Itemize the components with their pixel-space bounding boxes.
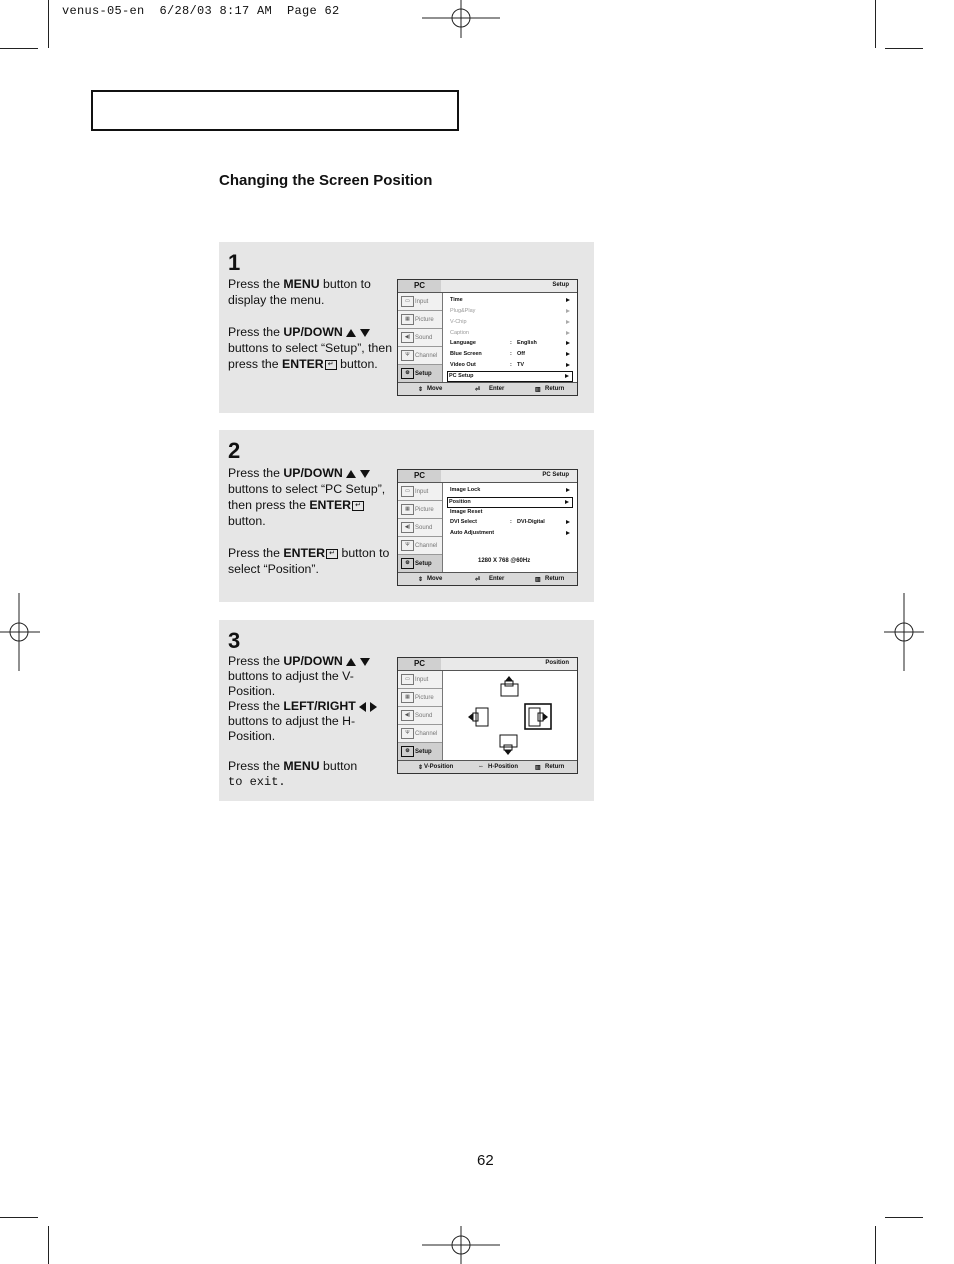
step-1-panel — [219, 242, 594, 413]
osd-side-sound: ◀) Sound — [398, 329, 442, 347]
menu-icon: ▥ — [535, 765, 541, 771]
osd-row-selected: PC Setup — [447, 371, 573, 382]
osd-sidebar — [398, 671, 443, 760]
osd-side-picture: ▦ Picture — [398, 689, 442, 707]
osd-sidebar — [398, 483, 443, 572]
up-arrow-icon — [346, 658, 356, 666]
left-arrow-icon — [359, 702, 366, 712]
crop-mark — [48, 1226, 49, 1264]
osd-footer: ⇕ Move ⏎ Enter ▥ Return — [398, 382, 577, 395]
arrow-right-icon — [565, 374, 569, 378]
osd-side-picture: ▦ Picture — [398, 501, 442, 519]
enter-icon: ↵ — [325, 360, 337, 370]
enter-icon: ↵ — [326, 549, 338, 559]
osd-source-label: PC — [398, 658, 441, 670]
osd-row: V-Chip — [449, 318, 573, 327]
osd-side-input: ▭ Input — [398, 293, 442, 311]
picture-icon: ▦ — [401, 692, 414, 703]
down-arrow-icon — [360, 329, 370, 337]
enter-icon: ⏎ — [475, 387, 481, 393]
input-icon: ▭ — [401, 296, 414, 307]
down-arrow-icon — [360, 658, 370, 666]
osd-row: Plug&Play — [449, 307, 573, 316]
up-arrow-icon — [346, 470, 356, 478]
arrow-right-icon — [566, 298, 570, 302]
step-1-text-a: Press the MENU button to display the menu. — [228, 277, 371, 307]
osd-row: Image Reset — [450, 509, 483, 515]
arrow-right-icon — [566, 531, 570, 535]
section-title: Changing the Screen Position — [219, 172, 433, 189]
position-down-icon — [500, 735, 517, 755]
speaker-icon: ◀) — [401, 710, 414, 721]
crop-mark — [0, 1217, 38, 1218]
crop-mark — [875, 0, 876, 48]
h-position-icon: ⇔ — [478, 764, 484, 770]
setup-icon: ⚙ — [401, 368, 414, 379]
step-3-text-a: Press the UP/DOWN buttons to adjust the V-Position. — [228, 654, 388, 699]
antenna-icon: Ψ — [401, 728, 414, 739]
step-3-text-b: Press the LEFT/RIGHT buttons to adjust the H-Position. — [228, 699, 388, 744]
osd-side-channel: Ψ Channel — [398, 725, 442, 743]
step-3-text-c: Press the MENU button to exit. — [228, 759, 358, 789]
osd-side-input: ▭ Input — [398, 671, 442, 689]
osd-side-input: ▭ Input — [398, 483, 442, 501]
arrow-right-icon — [565, 500, 569, 504]
input-icon: ▭ — [401, 486, 414, 497]
setup-icon: ⚙ — [401, 746, 414, 757]
osd-side-picture: ▦ Picture — [398, 311, 442, 329]
osd-row: Caption — [449, 329, 573, 338]
osd-row: Auto Adjustment — [449, 529, 573, 538]
page-number: 62 — [477, 1152, 494, 1169]
osd-menu-title: Setup — [552, 282, 569, 288]
arrow-right-icon — [566, 331, 570, 335]
osd-side-channel: Ψ Channel — [398, 537, 442, 555]
osd-menu-title: PC Setup — [542, 472, 569, 478]
registration-mark-right — [884, 593, 924, 671]
right-arrow-icon — [370, 702, 377, 712]
osd-row: Video Out : TV — [449, 361, 573, 370]
speaker-icon: ◀) — [401, 522, 414, 533]
arrow-right-icon — [566, 341, 570, 345]
step-number: 1 — [228, 250, 241, 275]
position-left-icon — [468, 708, 488, 726]
osd-row: DVI Select : DVI-Digital — [449, 518, 573, 527]
picture-icon: ▦ — [401, 314, 414, 325]
osd-pc-setup-menu — [397, 469, 578, 586]
antenna-icon: Ψ — [401, 350, 414, 361]
position-right-icon — [525, 704, 551, 729]
osd-footer: ⇕ Move ⏎ Enter ▥ Return — [398, 572, 577, 585]
osd-side-setup: ⚙ Setup — [398, 365, 442, 382]
position-up-icon — [501, 676, 518, 696]
registration-mark-bottom — [422, 1224, 500, 1264]
osd-side-sound: ◀) Sound — [398, 707, 442, 725]
crop-mark — [885, 1217, 923, 1218]
crop-mark — [48, 0, 49, 48]
arrow-right-icon — [566, 352, 570, 356]
move-icon: ⇕ — [418, 577, 424, 583]
step-2-text-b: Press the ENTER ↵ button to select “Position”. — [228, 546, 390, 576]
arrow-right-icon — [566, 520, 570, 524]
osd-footer: ⇕ V-Position ⇔ H-Position ▥ Return — [398, 760, 577, 773]
move-icon: ⇕ — [418, 387, 424, 393]
osd-side-setup: ⚙ Setup — [398, 555, 442, 572]
step-2-text-a: Press the UP/DOWN buttons to select “PC Setup”, then press the ENTER ↵ button. — [228, 466, 386, 528]
osd-menu-title: Position — [545, 660, 569, 666]
osd-row: Time — [449, 296, 573, 305]
enter-icon: ⏎ — [475, 577, 481, 583]
registration-mark-top — [422, 0, 500, 40]
speaker-icon: ◀) — [401, 332, 414, 343]
input-icon: ▭ — [401, 674, 414, 685]
osd-position-menu — [397, 657, 578, 774]
picture-icon: ▦ — [401, 504, 414, 515]
crop-mark — [0, 48, 38, 49]
arrow-right-icon — [566, 309, 570, 313]
up-arrow-icon — [346, 329, 356, 337]
position-adjust-diagram — [443, 671, 577, 761]
enter-icon: ↵ — [352, 501, 364, 511]
osd-source-label: PC — [398, 280, 441, 292]
osd-row: Image Lock — [449, 486, 573, 495]
osd-row-selected: Position — [447, 497, 573, 508]
osd-row: Language : English — [449, 339, 573, 348]
osd-side-sound: ◀) Sound — [398, 519, 442, 537]
arrow-right-icon — [566, 320, 570, 324]
osd-sidebar — [398, 293, 443, 382]
resolution-readout: 1280 X 768 @60Hz — [478, 558, 531, 564]
step-1-text-b: Press the UP/DOWN buttons to select “Setup”, then press the ENTER ↵ button. — [228, 325, 393, 371]
step-number: 2 — [228, 438, 241, 463]
step-3-panel — [219, 620, 594, 801]
print-slug: venus-05-en 6/28/03 8:17 AM Page 62 — [62, 4, 340, 18]
step-2-panel — [219, 430, 594, 602]
crop-mark — [885, 48, 923, 49]
antenna-icon: Ψ — [401, 540, 414, 551]
menu-icon: ▥ — [535, 387, 541, 393]
down-arrow-icon — [360, 470, 370, 478]
setup-icon: ⚙ — [401, 558, 414, 569]
osd-side-channel: Ψ Channel — [398, 347, 442, 365]
arrow-right-icon — [566, 363, 570, 367]
osd-row: Blue Screen : Off — [449, 350, 573, 359]
menu-icon: ▥ — [535, 577, 541, 583]
osd-source-label: PC — [398, 470, 441, 482]
chapter-header-box — [91, 90, 459, 131]
crop-mark — [875, 1226, 876, 1264]
arrow-right-icon — [566, 488, 570, 492]
v-position-icon: ⇕ — [418, 765, 424, 771]
registration-mark-left — [0, 593, 40, 671]
osd-side-setup: ⚙ Setup — [398, 743, 442, 760]
osd-setup-menu — [397, 279, 578, 396]
step-number: 3 — [228, 628, 241, 653]
